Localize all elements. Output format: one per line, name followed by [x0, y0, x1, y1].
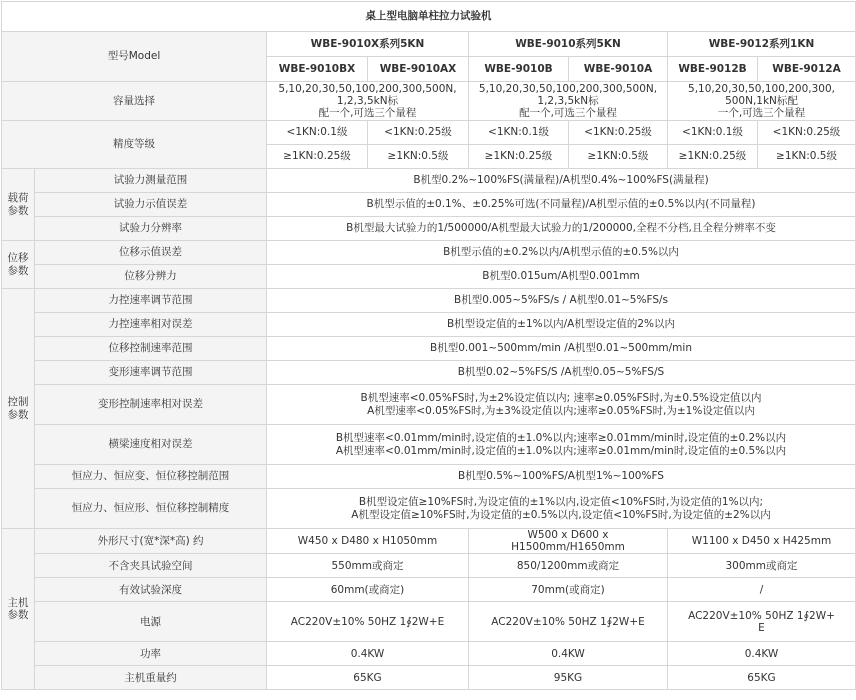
value-line: 65KG: [353, 671, 382, 684]
category-line: 参数: [7, 264, 29, 277]
category-line: 参数: [7, 204, 29, 217]
accuracy-cell: <1KN:0.25级: [569, 121, 668, 145]
value-line: 300mm或商定: [725, 559, 798, 572]
value-line: B机型速率<0.01mm/min时,设定值的±1.0%以内;速率≥0.01mm/min时,设定值的±0.2%以内: [335, 432, 787, 445]
accuracy-cell: ≥1KN:0.5级: [758, 145, 856, 169]
value-line: A机型速率<0.05%FS时,为±3%设定值以内;速率≥0.05%FS时,为±1%设定值以内: [367, 404, 755, 417]
param-value: [469, 642, 668, 666]
param-value: [267, 289, 856, 313]
load-category: [2, 169, 35, 241]
param-label: 位移控制速率范围: [35, 337, 267, 361]
param-label: 外形尺寸(宽*深*高) 约: [35, 529, 267, 554]
param-value: [469, 602, 668, 642]
param-value: [267, 425, 856, 465]
param-value: [267, 666, 469, 690]
value-line: 0.4KW: [551, 647, 585, 660]
value-line: B机型0.001~500mm/min /A机型0.01~500mm/min: [430, 342, 692, 355]
param-label: 位移示值误差: [35, 241, 267, 265]
accuracy-cell: <1KN:0.1级: [267, 121, 368, 145]
param-value: [668, 642, 856, 666]
param-value: [267, 385, 856, 425]
value-line: AC220V±10% 50HZ 1∮2W+E: [491, 615, 645, 628]
series-header-9012: WBE-9012系列1KN: [668, 32, 856, 57]
category-line: 主机: [7, 597, 29, 609]
param-label: 功率: [35, 642, 267, 666]
capacity-line: 5,10,20,30,50,100,200,300, 500N,1kN标配: [688, 82, 835, 107]
displacement-params-group: [2, 241, 856, 289]
category-line: 控制: [7, 396, 29, 409]
accuracy-label: 精度等级: [2, 121, 267, 169]
category-line: 位移: [7, 252, 29, 265]
value-line: B机型0.02~5%FS/S /A机型0.05~5%FS/S: [457, 366, 665, 379]
model-9010a: WBE-9010A: [569, 57, 668, 82]
model-9012a: WBE-9012A: [758, 57, 856, 82]
model-9010bx: WBE-9010BX: [267, 57, 368, 82]
value-line: W450 x D480 x H1050mm: [297, 535, 438, 548]
capacity-line: 5,10,20,30,50,100,200,300,500N, 1,2,3,5kN标: [278, 82, 457, 107]
accuracy-cell: <1KN:0.1级: [469, 121, 569, 145]
host-category: [2, 529, 35, 690]
param-value: [267, 602, 469, 642]
value-line: B机型示值的±0.2%以内/A机型示值的±0.5%以内: [443, 246, 679, 259]
param-value: [267, 241, 856, 265]
value-line: 70mm(或商定): [531, 583, 605, 596]
value-line: B机型0.015um/A机型0.001mm: [482, 270, 640, 283]
param-value: [469, 554, 668, 578]
value-line: 60mm(或商定): [330, 583, 405, 596]
value-line: AC220V±10% 50HZ 1∮2W+: [688, 609, 835, 622]
accuracy-cell: ≥1KN:0.25级: [668, 145, 758, 169]
capacity-value-9010x: [267, 82, 469, 121]
accuracy-cell: ≥1KN:0.5级: [368, 145, 469, 169]
param-value: [267, 193, 856, 217]
value-line: B机型0.005~5%FS/s / A机型0.01~5%FS/s: [453, 294, 668, 307]
param-value: [267, 313, 856, 337]
capacity-line: 5,10,20,30,50,100,200,300,500N, 1,2,3,5kN标: [478, 82, 658, 107]
param-label: 不含夹具试验空间: [35, 554, 267, 578]
param-value: [267, 337, 856, 361]
series-header-9010x: WBE-9010X系列5KN: [267, 32, 469, 57]
value-line: A机型速率<0.01mm/min时,设定值的±1.0%以内;速率≥0.01mm/min时,设定值的±0.5%以内: [335, 444, 787, 457]
capacity-line: 配一个,可选三个量程: [519, 107, 617, 120]
value-line: AC220V±10% 50HZ 1∮2W+E: [290, 615, 445, 628]
param-value: [267, 169, 856, 193]
param-label: 有效试验深度: [35, 578, 267, 602]
param-value: [267, 465, 856, 489]
value-line: B机型0.5%~100%FS/A机型1%~100%FS: [458, 470, 664, 483]
value-line: 0.4KW: [744, 647, 779, 660]
value-line: 0.4KW: [350, 647, 385, 660]
param-value: [267, 361, 856, 385]
model-9010b: WBE-9010B: [469, 57, 569, 82]
value-line: B机型示值的±0.1%、±0.25%可选(不同量程)/A机型示值的±0.5%以内(不同量程): [366, 198, 756, 211]
category-line: 参数: [7, 609, 29, 622]
model-9012b: WBE-9012B: [668, 57, 758, 82]
accuracy-cell: <1KN:0.25级: [368, 121, 469, 145]
param-value: [668, 578, 856, 602]
capacity-line: 一个,可选三个量程: [717, 107, 806, 120]
param-value: [267, 578, 469, 602]
param-value: [267, 642, 469, 666]
category-line: 参数: [7, 408, 29, 421]
value-line: W1100 x D450 x H425mm: [691, 535, 832, 548]
param-value: [267, 554, 469, 578]
param-value: [469, 578, 668, 602]
accuracy-cell: <1KN:0.25级: [758, 121, 856, 145]
param-label: 横梁速度相对误差: [35, 425, 267, 465]
page-title: 桌上型电脑单柱拉力试验机: [2, 2, 856, 32]
category-line: 载荷: [7, 192, 29, 205]
capacity-value-9010: [469, 82, 668, 121]
param-value: [469, 666, 668, 690]
accuracy-cell: <1KN:0.1级: [668, 121, 758, 145]
value-line: B机型设定值的±1%以内/A机型设定值的2%以内: [446, 318, 676, 331]
model-9010ax: WBE-9010AX: [368, 57, 469, 82]
capacity-line: 配一个,可选三个量程: [318, 107, 417, 120]
param-value: [267, 265, 856, 289]
value-line: E: [758, 621, 765, 634]
param-label: 恒应力、恒应变、恒位移控制范围: [35, 465, 267, 489]
accuracy-cell: ≥1KN:0.25级: [469, 145, 569, 169]
param-value: [668, 529, 856, 554]
value-line: 550mm或商定: [331, 559, 404, 572]
capacity-value-9012: [668, 82, 856, 121]
param-label: 力控速率相对误差: [35, 313, 267, 337]
param-label: 试验力分辨率: [35, 217, 267, 241]
param-label: 力控速率调节范围: [35, 289, 267, 313]
capacity-label: 容量选择: [2, 82, 267, 121]
param-value: [267, 217, 856, 241]
series-header-9010: WBE-9010系列5KN: [469, 32, 668, 57]
displacement-category: [2, 241, 35, 289]
accuracy-cell: ≥1KN:0.25级: [267, 145, 368, 169]
param-label: 变形控制速率相对误差: [35, 385, 267, 425]
param-value: [469, 529, 668, 554]
value-line: B机型速率<0.05%FS时,为±2%设定值以内; 速率≥0.05%FS时,为±0.5%设定值以内: [360, 392, 762, 405]
value-line: 850/1200mm或商定: [516, 559, 620, 572]
param-value: [267, 489, 856, 529]
value-line: 95KG: [553, 671, 583, 684]
param-label: 试验力示值误差: [35, 193, 267, 217]
value-line: A机型设定值≥10%FS时,为设定值的±0.5%以内,设定值<10%FS时,为设定值的±2%以内: [351, 508, 771, 521]
value-line: B机型设定值≥10%FS时,为设定值的±1%以内,设定值<10%FS时,为设定值的1%以内;: [358, 496, 764, 509]
param-value: [267, 529, 469, 554]
load-params-group: [2, 169, 856, 241]
value-line: /: [759, 583, 764, 596]
control-category: [2, 289, 35, 529]
value-line: B机型0.2%~100%FS(满量程)/A机型0.4%~100%FS(满量程): [413, 174, 709, 187]
host-params-group: [2, 529, 856, 690]
param-value: [668, 666, 856, 690]
value-line: 65KG: [747, 671, 776, 684]
control-params-group: [2, 289, 856, 529]
param-label: 试验力测量范围: [35, 169, 267, 193]
param-value: [668, 554, 856, 578]
spec-table: [1, 1, 856, 690]
param-label: 恒应力、恒应形、恒位移控制精度: [35, 489, 267, 529]
value-line: W500 x D600 x H1500mm/H1650mm: [511, 529, 625, 554]
model-header: 型号Model: [2, 32, 267, 82]
accuracy-cell: ≥1KN:0.5级: [569, 145, 668, 169]
param-label: 变形速率调节范围: [35, 361, 267, 385]
param-label: 电源: [35, 602, 267, 642]
param-label: 主机重量约: [35, 666, 267, 690]
param-label: 位移分辨力: [35, 265, 267, 289]
param-value: [668, 602, 856, 642]
value-line: B机型最大试验力的1/500000/A机型最大试验力的1/200000,全程不分档,且全程分辨率不变: [346, 222, 776, 235]
